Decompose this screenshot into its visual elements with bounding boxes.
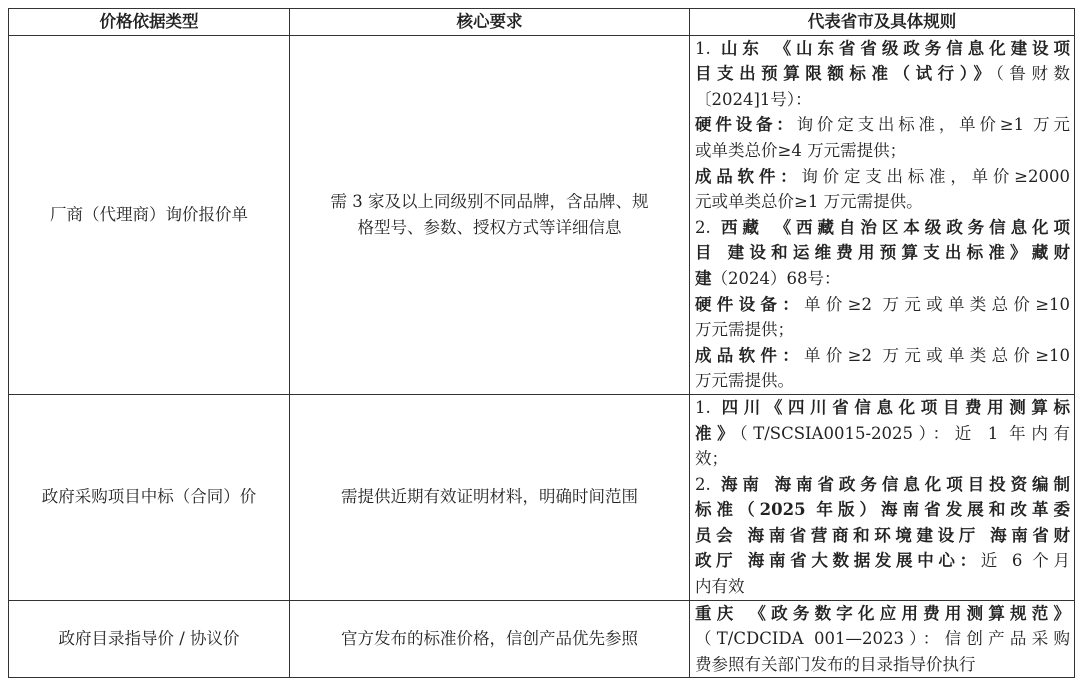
rule-line [695, 446, 1070, 472]
rule-text: 2. [695, 474, 721, 494]
price-basis-type-cell: 政府采购项目中标（合同）价 [9, 394, 290, 600]
rule-line [695, 292, 1070, 318]
rule-line [695, 523, 1070, 549]
rule-text: 询价定支出标准，单价≥1 万元 [796, 115, 1071, 135]
rule-line [695, 343, 1070, 369]
province-rules-cell [690, 600, 1075, 678]
rule-text: 万元需提供。 [695, 371, 794, 391]
rule-text: （T/CDCIDA 001—2023）：信创产品采购 [695, 629, 1070, 649]
province-rules-cell [690, 394, 1075, 600]
rule-text: 万元需提供； [695, 320, 794, 340]
rule-text: 或单类总价≥4 万元需提供； [695, 140, 907, 160]
rule-text: 1. [695, 38, 721, 58]
rule-line [695, 61, 1070, 87]
rule-text: 费参照有关部门发布的目录指导价执行 [695, 654, 976, 674]
price-basis-type-cell: 政府目录指导价 / 协议价 [9, 600, 290, 678]
rule-line [695, 87, 1070, 113]
rule-text: 元或单类总价≥1 万元需提供。 [695, 192, 923, 212]
rule-text: （2024）68号： [711, 268, 841, 288]
rule-emphasis: 重庆 《政务数字化应用费用测算规范》 [695, 603, 1070, 623]
rule-emphasis: 四川《四川省信息化项目费用测算标 [721, 397, 1070, 417]
rule-line [695, 574, 1070, 600]
rule-line [695, 368, 1070, 394]
requirement-line: 官方发布的标准价格，信创产品优先参照 [341, 629, 638, 649]
rule-emphasis: 硬件设备： [695, 115, 797, 135]
rule-emphasis: 政厅 海南省大数据发展中心： [695, 551, 981, 571]
rule-text: 近 6 个月 [980, 551, 1070, 571]
rule-line [695, 36, 1070, 62]
rule-line [695, 112, 1070, 138]
rule-emphasis: 目 建设和运维费用预算支出标准》藏财 [695, 243, 1070, 263]
rule-emphasis: 山东 《山东省省级政务信息化建设项 [720, 38, 1070, 58]
rule-line [695, 189, 1070, 215]
core-requirement-cell [290, 600, 690, 678]
rule-text: 效； [695, 449, 728, 469]
rule-text: 单价≥2 万元或单类总价≥10 [804, 294, 1071, 314]
requirement-line: 需提供近期有效证明材料，明确时间范围 [341, 487, 638, 507]
rule-line [695, 421, 1070, 447]
rule-emphasis: 成品软件： [695, 166, 802, 186]
rule-emphasis: 目支出预算限额标准（试行）》 [695, 64, 996, 84]
rule-text: 2. [695, 217, 721, 237]
price-basis-table [8, 8, 1075, 678]
rule-line [695, 626, 1070, 652]
rule-text: 询价定支出标准，单价≥2000 [801, 166, 1070, 186]
table-row [9, 394, 1075, 600]
rule-line [695, 240, 1070, 266]
rule-line [695, 395, 1070, 421]
requirement-line: 需 3 家及以上同级别不同品牌，含品牌、规 [330, 192, 649, 212]
rule-emphasis: 建 [695, 268, 712, 288]
requirement-line: 格型号、参数、授权方式等详细信息 [357, 217, 622, 237]
rule-emphasis: 标准（2025 年版）海南省发展和改革委 [695, 500, 1070, 520]
rule-emphasis: 海南 海南省政务信息化项目投资编制 [720, 474, 1070, 494]
rule-line [695, 266, 1070, 292]
rule-line [695, 548, 1070, 574]
price-basis-type-cell: 厂商（代理商）询价报价单 [9, 35, 290, 394]
rule-text: 内有效 [695, 577, 745, 597]
rule-line [695, 317, 1070, 343]
rule-line [695, 138, 1070, 164]
rule-line [695, 652, 1070, 678]
rule-text: 单价≥2 万元或单类总价≥10 [804, 345, 1071, 365]
rule-text: 1. [695, 397, 722, 417]
table-row [9, 35, 1075, 394]
rule-emphasis: 员会 海南省营商和环境建设厅 海南省财 [695, 525, 1070, 545]
rule-text: （鲁财数 [995, 64, 1071, 84]
core-requirement-cell [290, 35, 690, 394]
header-price-basis-type: 价格依据类型 [9, 9, 290, 36]
header-provinces-rules: 代表省市及具体规则 [690, 9, 1075, 36]
rule-emphasis: 硬件设备： [695, 294, 805, 314]
rule-text: （T/SCSIA0015-2025）：近 1 年内有 [739, 423, 1070, 443]
rule-line [695, 215, 1070, 241]
province-rules-cell [690, 35, 1075, 394]
table-row [9, 600, 1075, 678]
rule-line [695, 497, 1070, 523]
rule-emphasis: 成品软件： [695, 345, 805, 365]
rule-line [695, 601, 1070, 627]
header-core-requirement: 核心要求 [290, 9, 690, 36]
rule-text: 〔2024]1号）： [695, 89, 812, 109]
rule-emphasis: 西藏 《西藏自治区本级政务信息化项 [720, 217, 1070, 237]
rule-emphasis: 准》 [695, 423, 740, 443]
header-row [9, 9, 1075, 36]
rule-line [695, 472, 1070, 498]
rule-line [695, 164, 1070, 190]
core-requirement-cell [290, 394, 690, 600]
